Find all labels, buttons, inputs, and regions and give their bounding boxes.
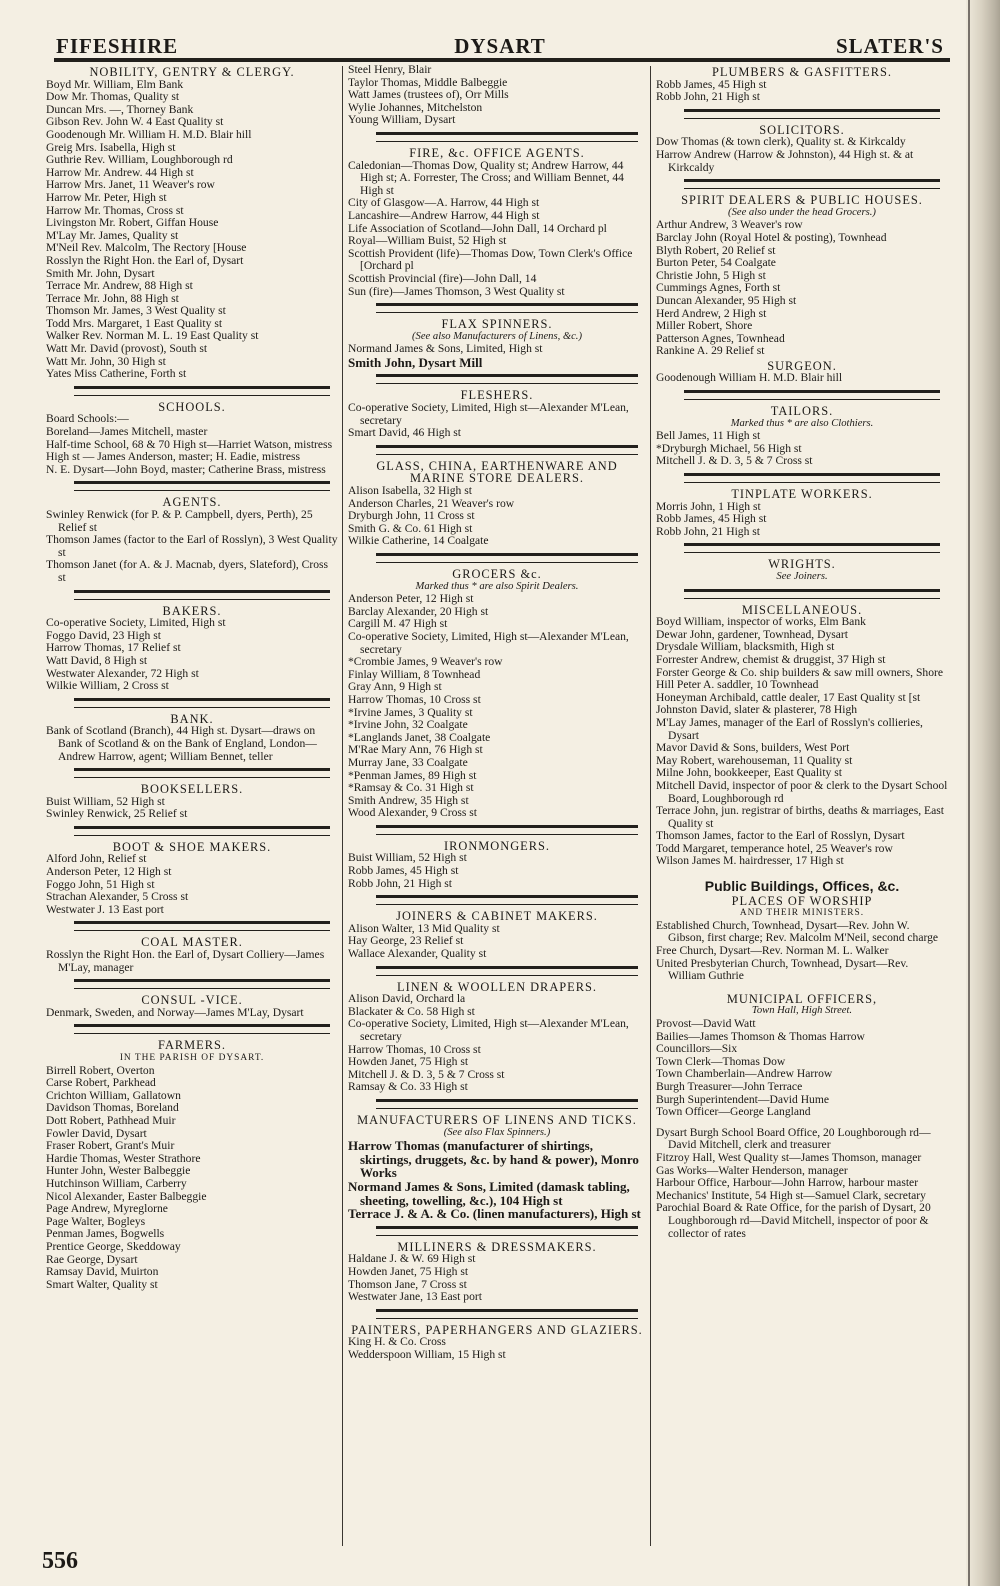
directory-entry-bold: Normand James & Sons, Limited (damask tabling, sheeting, towelling, &c.), 104 High st [348,1178,630,1208]
directory-entry: Duncan Mrs. —, Thorney Bank [46,102,194,116]
directory-entry: Harrow Thomas, 17 Relief st [46,641,181,655]
directory-entry: Drysdale William, blacksmith, High st [656,640,835,654]
section-title: COAL MASTER. [141,935,243,950]
directory-entry: Johnston David, slater & plasterer, 78 High [656,703,858,717]
directory-entry: Wilkie William, 2 Cross st [46,679,169,693]
section-title: PAINTERS, PAPERHANGERS AND GLAZIERS. [351,1322,643,1337]
directory-entry: Miller Robert, Shore [656,319,753,333]
section-subtitle: AND THEIR MINISTERS. [739,908,865,919]
directory-entry: Sun (fire)—James Thomson, 3 West Quality st [348,284,565,298]
directory-entry: Boyd Mr. William, Elm Bank [46,77,184,91]
section-title: SURGEON. [767,358,837,373]
directory-entry: Town Clerk—Thomas Dow [656,1054,786,1068]
directory-entry: Patterson Agnes, Townhead [656,331,785,345]
directory-entry: Harrow Mr. Peter, High st [46,190,167,204]
directory-entry: United Presbyterian Church, Townhead, Dysart—Rev. William Guthrie [656,956,909,983]
directory-entry: Boreland—James Mitchell, master [46,425,208,439]
directory-entry: Denmark, Sweden, and Norway—James M'Lay, Dysart [46,1005,304,1019]
page-number: 556 [42,1548,78,1574]
section-rule [376,1226,638,1236]
directory-entry: *Irvine James, 3 Quality st [348,705,473,719]
directory-entry: Mitchell J. & D. 3, 5 & 7 Cross st [348,1067,505,1081]
section-rule [74,1024,330,1034]
directory-entry: Ramsay David, Muirton [46,1265,159,1279]
directory-entry: Harrow Thomas, 10 Cross st [348,1042,481,1056]
directory-entry: Lancashire—Andrew Harrow, 44 High st [348,208,540,222]
directory-entry: Westwater J. 13 East port [46,902,164,916]
section-rule [376,966,638,976]
directory-entry: Bell James, 11 High st [656,429,761,443]
directory-entry: Herd Andrew, 2 High st [656,306,767,320]
directory-entry: Goodenough William H. M.D. Blair hill [656,371,843,385]
directory-entry-bold: Terrace J. & A. & Co. (linen manufacturers), High st [348,1206,641,1222]
section-rule [376,1099,638,1109]
section-rule [684,589,940,599]
section-rule [684,390,940,400]
directory-entry: Watt Mr. David (provost), South st [46,342,208,356]
section-rule [684,179,940,189]
directory-entry: Duncan Alexander, 95 High st [656,293,797,307]
column-divider [342,66,343,1546]
section-rule [74,386,330,396]
directory-entry: Anderson Peter, 12 High st [46,865,172,879]
directory-entry: Yates Miss Catherine, Forth st [46,367,187,381]
directory-entry: Half-time School, 68 & 70 High st—Harriet Watson, mistress [46,437,333,451]
section-title: SPIRIT DEALERS & PUBLIC HOUSES. [681,193,923,208]
directory-entry: Young William, Dysart [348,113,456,127]
directory-entry: Crichton William, Gallatown [46,1088,181,1102]
directory-entry: Page Walter, Bogleys [46,1214,146,1228]
county-heading: FIFESHIRE [56,34,179,58]
directory-entry: *Irvine John, 32 Coalgate [348,718,468,732]
section-rule [74,826,330,836]
directory-entry: Nicol Alexander, Easter Balbeggie [46,1189,207,1203]
directory-entry-bold: Smith John, Dysart Mill [348,354,483,370]
column-3 [656,64,948,1240]
directory-entry: Town Officer—George Langland [656,1105,811,1119]
section-rule [74,481,330,491]
section-rule [376,132,638,142]
directory-entry: Milne John, bookkeeper, East Quality st [656,766,842,780]
directory-entry: Foggo David, 23 High st [46,628,161,642]
section-note: Marked thus * are also Spirit Dealers. [415,580,579,592]
directory-entry: Rankine A. 29 Relief st [656,344,765,358]
directory-entry: Wallace Alexander, Quality st [348,947,487,961]
directory-entry: Harbour Office, Harbour—John Harrow, harbour master [656,1176,919,1190]
directory-entry: Anderson Peter, 12 High st [348,592,474,606]
directory-entry: Goodenough Mr. William H. M.D. Blair hill [46,127,252,141]
section-rule [684,473,940,483]
directory-entry: Terrace John, jun. registrar of births, deaths & marriages, East Quality st [656,804,944,830]
directory-entry: M'Lay Mr. James, Quality st [46,228,179,242]
directory-entry: Todd Margaret, temperance hotel, 25 Weaver's row [656,841,893,855]
directory-entry: Cummings Agnes, Forth st [656,281,781,295]
directory-entry: Blackater & Co. 58 High st [348,1004,475,1018]
section-note: (See also Flax Spinners.) [443,1126,551,1138]
section-title: LINEN & WOOLLEN DRAPERS. [397,979,597,994]
section-note: (See also under the head Grocers.) [728,206,876,218]
directory-entry: Howden Janet, 75 High st [348,1055,469,1069]
section-rule [376,825,638,835]
directory-entry: Anderson Charles, 21 Weaver's row [348,496,515,510]
spacer [656,983,948,991]
directory-entry: Hay George, 23 Relief st [348,934,464,948]
section-rule [684,543,940,553]
directory-entry: Murray Jane, 33 Coalgate [348,755,468,769]
directory-entry: Gibson Rev. John W. 4 East Quality st [46,115,224,129]
directory-entry: Penman James, Bogwells [46,1227,165,1241]
section-note: Town Hall, High Street. [751,1005,853,1017]
header-rule [54,58,950,62]
directory-entry: Robb John, 21 High st [656,90,761,104]
directory-entry: Wylie Johannes, Mitchelston [348,100,483,114]
directory-entry: Smith G. & Co. 61 High st [348,521,473,535]
directory-entry: Dow Thomas (& town clerk), Quality st. & Kirkcaldy [656,135,906,149]
section-title: PLACES OF WORSHIP [731,893,873,908]
publisher-heading: SLATER'S [836,34,944,58]
directory-entry: Blyth Robert, 20 Relief st [656,243,776,257]
directory-entry: Greig Mrs. Isabella, High st [46,140,176,154]
directory-entry: Smart David, 46 High st [348,426,462,440]
directory-entry-bold: Harrow Thomas (manufacturer of shirtings, skirtings, druggets, &c. by hand & power), Monro Works [348,1138,639,1181]
section-title: JOINERS & CABINET MAKERS. [396,909,598,924]
directory-entry: Co-operative Society, Limited, High st [46,616,226,630]
directory-entry: Mechanics' Institute, 54 High st—Samuel Clark, secretary [656,1188,926,1202]
directory-entry: Thomson James, factor to the Earl of Rosslyn, Dysart [656,829,905,843]
directory-entry: Harrow Mr. Thomas, Cross st [46,203,184,217]
directory-entry: Dewar John, gardener, Townhead, Dysart [656,627,848,641]
directory-entry: Wilkie Catherine, 14 Coalgate [348,534,489,548]
directory-entry: Watt David, 8 High st [46,653,148,667]
directory-entry: Rosslyn the Right Hon. the Earl of, Dysart [46,253,244,267]
directory-entry: Arthur Andrew, 3 Weaver's row [656,218,803,232]
directory-entry: Rosslyn the Right Hon. the Earl of, Dysart Colliery—James M'Lay, manager [46,948,325,974]
directory-entry: Thomson Mr. James, 3 West Quality st [46,304,226,318]
column-divider [650,66,651,1546]
directory-entry: Harrow Andrew (Harrow & Johnston), 44 High st. & at Kirkcaldy [656,147,914,174]
directory-entry: Livingston Mr. Robert, Giffan House [46,216,219,230]
section-title: SCHOOLS. [158,399,226,414]
directory-entry: Dott Robert, Pathhead Muir [46,1113,176,1127]
section-note: See Joiners. [776,571,828,582]
directory-entry: Robb John, 21 High st [348,876,453,890]
directory-entry: Robb James, 45 High st [656,512,767,526]
section-rule [74,698,330,708]
directory-entry: Swinley Renwick, 25 Relief st [46,807,188,821]
directory-entry: Robb John, 21 High st [656,524,761,538]
directory-entry: Carse Robert, Parkhead [46,1076,156,1090]
directory-entry: *Langlands Janet, 38 Coalgate [348,730,491,744]
directory-entry: Christie John, 5 High st [656,268,766,282]
directory-entry: High st — James Anderson, master; H. Eadie, mistress [46,450,301,464]
directory-entry: Burgh Treasurer—John Terrace [656,1079,803,1093]
section-title: BOOKSELLERS. [140,782,244,797]
directory-entry: *Crombie James, 9 Weaver's row [348,655,503,669]
directory-entry: Alison Walter, 13 Mid Quality st [348,921,500,935]
section-title: BOOT & SHOE MAKERS. [112,839,272,854]
page-header [0,0,1000,66]
section-title: CONSUL -VICE. [141,993,243,1008]
directory-entry: Thomson Janet (for A. & J. Macnab, dyers, Slateford), Cross st [46,558,329,584]
directory-entry: Town Chamberlain—Andrew Harrow [656,1067,833,1081]
directory-entry: Rae George, Dysart [46,1252,138,1266]
directory-entry: M'Lay James, manager of the Earl of Rosslyn's collieries, Dysart [656,715,923,742]
section-rule [376,303,638,313]
section-rule [376,1309,638,1319]
directory-entry: Haldane J. & W. 69 High st [348,1252,476,1266]
directory-entry: Smart Walter, Quality st [46,1277,158,1291]
directory-entry: Foggo John, 51 High st [46,877,155,891]
directory-entry: Dryburgh John, 11 Cross st [348,509,475,523]
directory-entry: Provost—David Watt [656,1017,756,1030]
directory-entry: Thomson Jane, 7 Cross st [348,1277,467,1291]
section-rule [74,768,330,778]
directory-entry: Guthrie Rev. William, Loughborough rd [46,153,233,167]
directory-entry: Watt Mr. John, 30 High st [46,354,166,368]
directory-entry: Wood Alexander, 9 Cross st [348,806,478,820]
section-rule [74,921,330,931]
section-title: BAKERS. [162,603,222,618]
directory-entry: *Penman James, 89 High st [348,768,477,782]
directory-entry: Buist William, 52 High st [46,794,165,808]
directory-entry: Westwater Jane, 13 East port [348,1290,482,1304]
directory-entry: Buist William, 52 High st [348,851,467,865]
directory-entry: City of Glasgow—A. Harrow, 44 High st [348,196,540,210]
section-title: TAILORS. [770,404,834,419]
directory-entry: Harrow Thomas, 10 Cross st [348,692,481,706]
directory-entry: Bailies—James Thomson & Thomas Harrow [656,1029,865,1043]
directory-entry: Hunter John, Wester Balbeggie [46,1164,191,1178]
directory-entry: Co-operative Society, Limited, High st—Alexander M'Lean, secretary [348,629,629,656]
section-rule [376,895,638,905]
directory-entry: Boyd William, inspector of works, Elm Bank [656,615,866,629]
spacer [656,868,948,876]
section-rule [376,445,638,455]
directory-entry: Todd Mrs. Margaret, 1 East Quality st [46,316,223,330]
column-1 [46,64,338,1291]
directory-entry: Burgh Superintendent—David Hume [656,1092,830,1106]
directory-entry: Free Church, Dysart—Rev. Norman M. L. Walker [656,944,889,958]
directory-entry: Caledonian—Thomas Dow, Quality st; Andrew Harrow, 44 High st; A. Forrester, The Cross; and William Bennet, 44 High st [348,158,624,197]
directory-entry: Barclay Alexander, 20 High st [348,604,489,618]
directory-entry: Robb James, 45 High st [348,864,459,878]
directory-entry: Cargill M. 47 High st [348,617,448,631]
directory-entry: Co-operative Society, Limited, High st—Alexander M'Lean, secretary [348,1017,629,1043]
directory-entry: Gray Ann, 9 High st [348,680,442,694]
directory-entry: *Dryburgh Michael, 56 High st [656,441,802,455]
directory-entry: Westwater Alexander, 72 High st [46,666,199,680]
directory-entry: Swinley Renwick (for P. & P. Campbell, dyers, Perth), 25 Relief st [46,508,313,534]
directory-entry: Forrester Andrew, chemist & druggist, 37 High st [656,652,886,666]
section-title: SOLICITORS. [759,122,845,137]
section-title: MUNICIPAL OFFICERS, [726,991,878,1006]
directory-entry: Scottish Provident (life)—Thomas Dow, Town Clerk's Office [Orchard pl [348,246,633,273]
directory-entry: Taylor Thomas, Middle Balbeggie [348,75,508,89]
section-subtitle: IN THE PARISH OF DYSART. [119,1053,265,1063]
directory-entry: Walker Rev. Norman M. L. 19 East Quality st [46,329,259,343]
directory-entry: Gas Works—Walter Henderson, manager [656,1163,848,1177]
section-title: MISCELLANEOUS. [741,602,863,617]
directory-entry: Robb James, 45 High st [656,77,767,91]
directory-entry: Parochial Board & Rate Office, for the parish of Dysart, 20 Loughborough rd—David Mitchell, inspector of poor & collector of rates [656,1201,931,1240]
directory-entry: Smith Andrew, 35 High st [348,793,469,807]
directory-entry: Barclay John (Royal Hotel & posting), Townhead [656,230,887,244]
directory-entry: Dow Mr. Thomas, Quality st [46,90,180,104]
section-note: Marked thus * are also Clothiers. [730,417,874,429]
directory-entry: Harrow Mrs. Janet, 11 Weaver's row [46,178,215,192]
section-title: WRIGHTS. [768,557,836,572]
directory-entry: Thomson James (factor to the Earl of Rosslyn), 3 West Quality st [46,533,338,559]
section-title: MANUFACTURERS OF LINENS AND TICKS. [357,1112,637,1127]
directory-entry: Alison David, Orchard la [348,992,466,1006]
directory-entry: King H. & Co. Cross [348,1335,446,1349]
town-heading: DYSART [454,34,546,58]
section-title: GLASS, CHINA, EARTHENWARE AND MARINE STORE DEALERS. [376,458,618,486]
section-rule [684,109,940,119]
directory-entry: Normand James & Sons, Limited, High st [348,342,543,356]
directory-entry: Fitzroy Hall, West Quality st—James Thomson, manager [656,1150,922,1164]
directory-entry: Mitchell David, inspector of poor & clerk to the Dysart School Board, Loughborough rd [656,778,948,805]
directory-entry: Forster George & Co. ship builders & saw mill owners, Shore [656,665,944,679]
directory-entry: Councillors—Six [656,1042,738,1056]
directory-entry: Mitchell J. & D. 3, 5 & 7 Cross st [656,454,813,468]
directory-entry: Howden Janet, 75 High st [348,1264,469,1278]
directory-entry: Hutchinson William, Carberry [46,1176,187,1190]
directory-entry: Board Schools:— [46,412,129,426]
directory-entry: Fowler David, Dysart [46,1126,147,1140]
section-title: FIRE, &c. OFFICE AGENTS. [409,145,585,160]
directory-entry: Honeyman Archibald, cattle dealer, 17 East Quality st [st [656,690,921,704]
directory-entry: Ramsay & Co. 33 High st [348,1080,468,1094]
directory-entry: Birrell Robert, Overton [46,1063,155,1077]
directory-entry: Royal—William Buist, 52 High st [348,234,507,248]
section-title: PLUMBERS & GASFITTERS. [711,65,892,79]
directory-entry: Hill Peter A. saddler, 10 Townhead [656,678,819,692]
directory-entry: Morris John, 1 High st [656,499,761,513]
directory-entry: Fraser Robert, Grant's Muir [46,1139,175,1153]
directory-entry: Hardie Thomas, Wester Strathore [46,1151,201,1165]
directory-entry: M'Neil Rev. Malcolm, The Rectory [House [46,241,247,255]
section-title: FARMERS. [157,1038,227,1053]
section-rule [74,590,330,600]
directory-entry: Mavor David & Sons, builders, West Port [656,741,850,755]
directory-entry: Strachan Alexander, 5 Cross st [46,890,189,904]
directory-entry: May Robert, warehouseman, 11 Quality st [656,753,853,767]
section-title: NOBILITY, GENTRY & CLERGY. [89,65,295,79]
directory-entry: Established Church, Townhead, Dysart—Rev. John W. Gibson, first charge; Rev. Malcolm M'Neil, second charge [656,918,939,945]
directory-entry: N. E. Dysart—John Boyd, master; Catherine Brass, mistress [46,462,326,476]
directory-entry: Bank of Scotland (Branch), 44 High st. Dysart—draws on Bank of Scotland & on the Bank of England, London—Andrew Harrow, agent; William Bennet, teller [46,724,317,763]
section-title: BANK. [170,711,214,726]
column-2 [348,64,646,1361]
directory-entry: Terrace Mr. Andrew, 88 High st [46,279,193,293]
section-note: (See also Manufacturers of Linens, &c.) [412,330,582,342]
section-rule [376,374,638,384]
section-title: GROCERS &c. [452,567,542,581]
directory-entry: Watt James (trustees of), Orr Mills [348,88,509,102]
directory-entry: *Ramsay & Co. 31 High st [348,781,474,795]
section-title: TINPLATE WORKERS. [731,487,873,502]
section-title: FLAX SPINNERS. [441,317,553,332]
section-title: AGENTS. [162,495,222,510]
directory-entry: Page Andrew, Myreglorne [46,1202,168,1216]
directory-entry: Harrow Mr. Andrew. 44 High st [46,165,194,179]
directory-entry: M'Rae Mary Ann, 76 High st [348,743,483,757]
directory-entry: Steel Henry, Blair [348,63,432,76]
directory-entry: Terrace Mr. John, 88 High st [46,291,179,305]
section-title: MILLINERS & DRESSMAKERS. [397,1239,597,1254]
directory-entry: Burton Peter, 54 Coalgate [656,256,776,270]
section-title: FLESHERS. [460,388,534,403]
directory-entry: Davidson Thomas, Boreland [46,1101,179,1115]
directory-entry: Wedderspoon William, 15 High st [348,1347,506,1361]
directory-entry: Wilson James M. hairdresser, 17 High st [656,854,844,868]
directory-entry: Life Association of Scotland—John Dall, 14 Orchard pl [348,221,607,235]
book-spine-edge [966,0,1000,1586]
directory-entry: Finlay William, 8 Townhead [348,667,481,681]
directory-entry: Smith Mr. John, Dysart [46,266,155,280]
directory-entry: Dysart Burgh School Board Office, 20 Loughborough rd—David Mitchell, clerk and treasurer [656,1125,931,1152]
binding-line [968,0,970,1586]
public-buildings-heading: Public Buildings, Offices, &c. [704,878,900,895]
directory-entry: Alison Isabella, 32 High st [348,484,472,498]
section-title: IRONMONGERS. [444,838,550,853]
directory-entry: Alford John, Relief st [46,852,147,866]
directory-entry: Scottish Provincial (fire)—John Dall, 14 [348,271,537,285]
section-rule [74,979,330,989]
directory-entry: Co-operative Society, Limited, High st—Alexander M'Lean, secretary [348,401,629,427]
section-rule [376,553,638,563]
directory-entry: Prentice George, Skeddoway [46,1239,181,1253]
